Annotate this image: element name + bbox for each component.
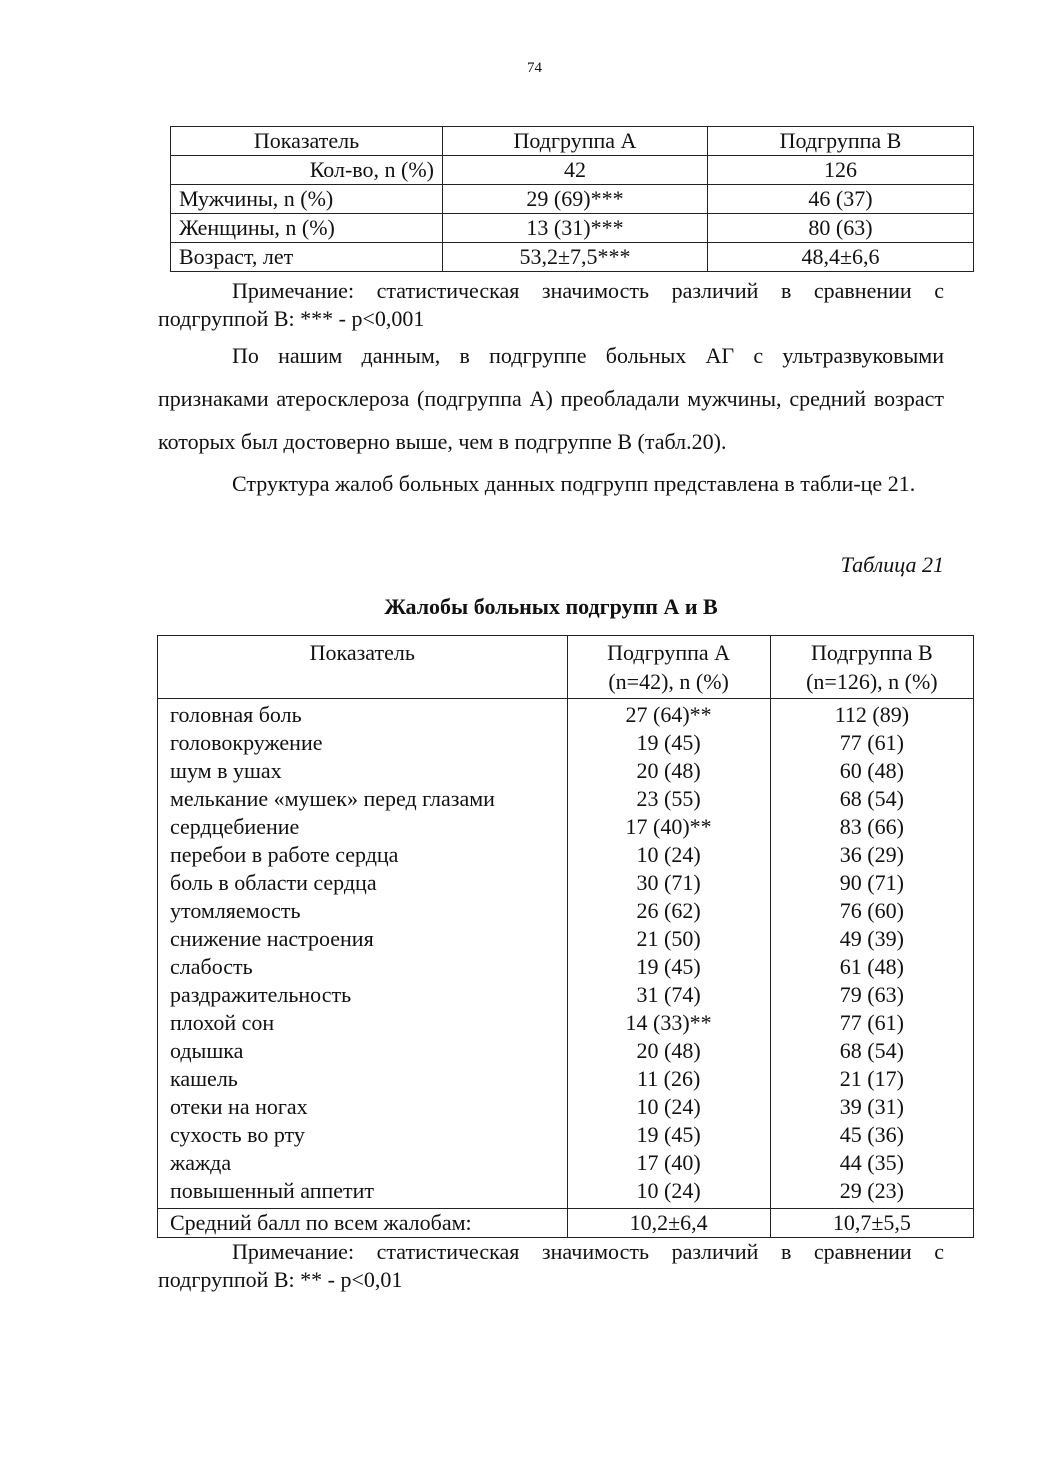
- complaint-label: сухость во рту: [158, 1121, 568, 1149]
- header-subgroup-a: Подгруппа А: [443, 127, 708, 156]
- cell-subgroup-a: 14 (33)**: [567, 1009, 770, 1037]
- table1-note: [158, 277, 944, 333]
- cell-subgroup-a: 53,2±7,5***: [443, 243, 708, 272]
- header-subgroup-a-line2: (n=42), n (%): [608, 669, 729, 694]
- cell-subgroup-b: 126: [708, 156, 974, 185]
- paragraph-2: Структура жалоб больных данных подгрупп представлена в табли-це 21.: [232, 471, 916, 496]
- note-line-2: подгруппой В: *** - p<0,001: [158, 306, 425, 331]
- header-indicator: Показатель: [171, 127, 443, 156]
- complaint-label: плохой сон: [158, 1009, 568, 1037]
- cell-subgroup-a: 19 (45): [567, 1121, 770, 1149]
- complaint-label: головокружение: [158, 729, 568, 757]
- cell-subgroup-a: 21 (50): [567, 925, 770, 953]
- cell-subgroup-a: 20 (48): [567, 757, 770, 785]
- table-row: [158, 897, 974, 925]
- table-row: [158, 785, 974, 813]
- cell-subgroup-a: 29 (69)***: [443, 185, 708, 214]
- complaint-label: сердцебиение: [158, 813, 568, 841]
- cell-subgroup-a: 27 (64)**: [567, 699, 770, 730]
- cell-subgroup-b: 80 (63): [708, 214, 974, 243]
- note-line-1: Примечание: статистическая значимость различий в сравнении с: [232, 1239, 944, 1264]
- cell-subgroup-b: 60 (48): [770, 757, 973, 785]
- complaints-rows: [158, 699, 974, 1209]
- table-row: [158, 981, 974, 1009]
- cell-subgroup-b: 44 (35): [770, 1149, 973, 1177]
- cell-subgroup-a: 31 (74): [567, 981, 770, 1009]
- demographics-table: [170, 126, 974, 272]
- cell-subgroup-a: 23 (55): [567, 785, 770, 813]
- table-row: [158, 1009, 974, 1037]
- header-indicator: [158, 636, 568, 699]
- cell-subgroup-b: 77 (61): [770, 1009, 973, 1037]
- cell-subgroup-a: 42: [443, 156, 708, 185]
- complaint-label: кашель: [158, 1065, 568, 1093]
- table-row: [158, 699, 974, 730]
- complaint-label: слабость: [158, 953, 568, 981]
- cell-subgroup-a: 20 (48): [567, 1037, 770, 1065]
- footer-subgroup-a: 10,2±6,4: [567, 1209, 770, 1238]
- complaint-label: повышенный аппетит: [158, 1177, 568, 1209]
- cell-subgroup-b: 29 (23): [770, 1177, 973, 1209]
- header-indicator-label: Показатель: [309, 640, 415, 665]
- table-row: [158, 953, 974, 981]
- paragraph-1: По нашим данным, в подгруппе больных АГ с ультразвуковыми признаками атеросклероза (подгруппа А) преобладали мужчины, средний возраст которых был достоверно выше, чем в подгруппе В (табл.20).: [158, 343, 944, 454]
- page-number: 74: [527, 60, 542, 76]
- table-row: [171, 214, 974, 243]
- table-row: [171, 243, 974, 272]
- footer-subgroup-b: 10,7±5,5: [770, 1209, 973, 1238]
- cell-subgroup-b: 68 (54): [770, 1037, 973, 1065]
- table-footer-row: [158, 1209, 974, 1238]
- cell-subgroup-a: 19 (45): [567, 953, 770, 981]
- cell-subgroup-b: 76 (60): [770, 897, 973, 925]
- table-row: [158, 1149, 974, 1177]
- cell-subgroup-b: 48,4±6,6: [708, 243, 974, 272]
- header-subgroup-b: Подгруппа В: [708, 127, 974, 156]
- complaint-label: боль в области сердца: [158, 869, 568, 897]
- complaint-label: утомляемость: [158, 897, 568, 925]
- row-label: Женщины, n (%): [171, 214, 443, 243]
- cell-subgroup-b: 112 (89): [770, 699, 973, 730]
- header-subgroup-b: [770, 636, 973, 699]
- header-subgroup-b-line2: (n=126), n (%): [806, 669, 938, 694]
- cell-subgroup-b: 77 (61): [770, 729, 973, 757]
- table-row: [158, 1121, 974, 1149]
- table-row: [171, 156, 974, 185]
- cell-subgroup-a: 19 (45): [567, 729, 770, 757]
- cell-subgroup-a: 10 (24): [567, 1093, 770, 1121]
- cell-subgroup-b: 49 (39): [770, 925, 973, 953]
- complaints-table: [157, 635, 974, 1238]
- complaint-label: мелькание «мушек» перед глазами: [158, 785, 568, 813]
- table-row: [158, 1037, 974, 1065]
- cell-subgroup-a: 26 (62): [567, 897, 770, 925]
- table-label: Таблица 21: [840, 552, 944, 577]
- cell-subgroup-b: 39 (31): [770, 1093, 973, 1121]
- table-header-row: [158, 636, 974, 699]
- table-row: [158, 729, 974, 757]
- table-title: Жалобы больных подгрупп А и В: [384, 594, 718, 619]
- complaint-label: отеки на ногах: [158, 1093, 568, 1121]
- complaint-label: головная боль: [158, 699, 568, 730]
- header-subgroup-b-line1: Подгруппа В: [811, 640, 933, 665]
- cell-subgroup-b: 68 (54): [770, 785, 973, 813]
- table2-note: [158, 1238, 944, 1294]
- cell-subgroup-b: 36 (29): [770, 841, 973, 869]
- footer-label: Средний балл по всем жалобам:: [158, 1209, 568, 1238]
- complaint-label: раздражительность: [158, 981, 568, 1009]
- table-row: [158, 1065, 974, 1093]
- table-row: [158, 1093, 974, 1121]
- cell-subgroup-b: 45 (36): [770, 1121, 973, 1149]
- header-subgroup-a: [567, 636, 770, 699]
- row-label: Кол-во, n (%): [171, 156, 443, 185]
- cell-subgroup-a: 11 (26): [567, 1065, 770, 1093]
- cell-subgroup-b: 21 (17): [770, 1065, 973, 1093]
- table-row: [158, 1177, 974, 1209]
- note-line-2: подгруппой В: ** - p<0,01: [158, 1267, 403, 1292]
- cell-subgroup-b: 79 (63): [770, 981, 973, 1009]
- complaint-label: перебои в работе сердца: [158, 841, 568, 869]
- header-subgroup-a-line1: Подгруппа А: [607, 640, 731, 665]
- cell-subgroup-a: 17 (40)**: [567, 813, 770, 841]
- cell-subgroup-b: 90 (71): [770, 869, 973, 897]
- cell-subgroup-a: 10 (24): [567, 1177, 770, 1209]
- table-row: [171, 185, 974, 214]
- table-header-row: [171, 127, 974, 156]
- row-label: Возраст, лет: [171, 243, 443, 272]
- complaint-label: снижение настроения: [158, 925, 568, 953]
- note-line-1: Примечание: статистическая значимость различий в сравнении с: [232, 278, 944, 303]
- table-row: [158, 841, 974, 869]
- complaint-label: одышка: [158, 1037, 568, 1065]
- cell-subgroup-a: 10 (24): [567, 841, 770, 869]
- cell-subgroup-a: 17 (40): [567, 1149, 770, 1177]
- complaint-label: жажда: [158, 1149, 568, 1177]
- cell-subgroup-b: 61 (48): [770, 953, 973, 981]
- table-row: [158, 925, 974, 953]
- complaint-label: шум в ушах: [158, 757, 568, 785]
- table-row: [158, 757, 974, 785]
- cell-subgroup-a: 30 (71): [567, 869, 770, 897]
- table-row: [158, 869, 974, 897]
- row-label: Мужчины, n (%): [171, 185, 443, 214]
- cell-subgroup-b: 83 (66): [770, 813, 973, 841]
- table-row: [158, 813, 974, 841]
- cell-subgroup-a: 13 (31)***: [443, 214, 708, 243]
- cell-subgroup-b: 46 (37): [708, 185, 974, 214]
